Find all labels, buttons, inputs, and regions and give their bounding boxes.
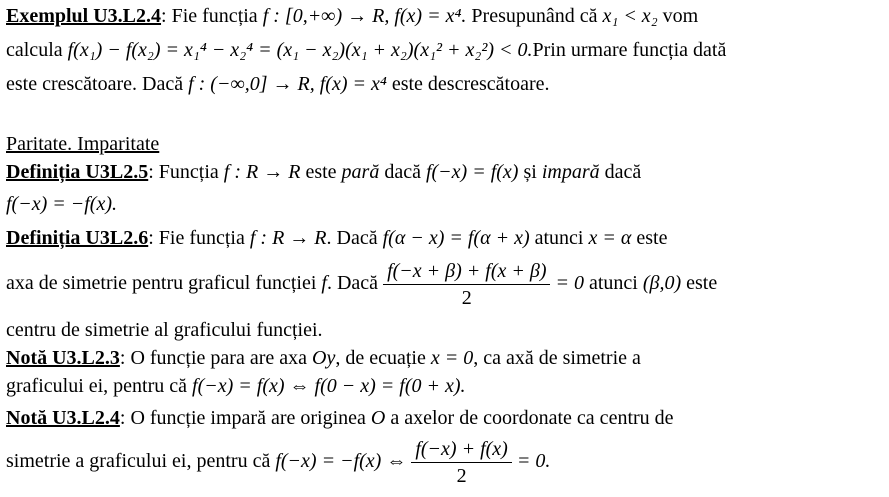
math-expression: (β,0) [642,272,682,294]
term-even: pară [341,161,380,183]
example-label: Exemplul U3.L2.4 [6,5,162,27]
definition-text: dacă [379,161,426,183]
definition-text: atunci [529,227,589,249]
definition-label: Definiția U3L2.5 [6,161,149,183]
fraction-numerator: f(−x) + f(x) [411,436,512,463]
example-line-2 [6,38,726,62]
note-text: simetrie a graficului ei, pentru că [6,450,276,472]
definition-5-line-2 [6,192,117,216]
fraction-numerator: f(−x + β) + f(x + β) [383,258,550,285]
example-line-3 [6,72,550,96]
function-name: f [321,272,327,294]
example-text: Prin urmare funcția dată [532,39,727,61]
note-colon: : [119,407,126,429]
definition-text: și [518,161,542,183]
definition-text: Fie funcția [153,227,250,249]
definition-6-line-1 [6,226,667,250]
definition-text: . Dacă [326,272,384,294]
note-4-line-2 [6,434,550,489]
math-expression: f(−x) = −f(x). [6,193,117,215]
math-expression: = 0 [555,272,584,294]
definition-text: Funcția [153,161,224,183]
note-colon: : [119,347,126,369]
note-label: Notă U3.L2.3 [6,347,120,369]
definition-text: axa de simetrie pentru graficul funcției [6,272,322,294]
math-expression: f(−x) = f(x) ⇔ f(0 − x) = f(0 + x). [192,375,466,397]
math-expression: x = 0 [430,347,474,369]
definition-label: Definiția U3L2.6 [6,227,149,249]
note-text: , ca axă de simetrie a [473,347,641,369]
example-text: este descrescătoare. [386,73,550,95]
symmetry-center-fraction [383,258,550,311]
odd-symmetry-fraction [411,436,512,489]
fraction-denominator: 2 [461,286,472,309]
note-text: O funcție impară are originea [125,407,371,429]
note-3-line-1 [6,346,641,370]
example-text: Presupunând că [466,5,603,27]
definition-colon: : [148,161,154,183]
note-4-line-1 [6,406,674,430]
definition-colon: : [148,227,154,249]
note-text: , de ecuație [335,347,431,369]
fraction-denominator: 2 [456,464,467,487]
example-text: calcula [6,39,68,61]
example-text: vom [657,5,699,27]
definition-text: dacă [599,161,642,183]
definition-6-line-2 [6,256,717,311]
note-text: a axelor de coordonate ca centru de [385,407,674,429]
axis-name: Oy [312,347,336,369]
math-expression: f : R → R [249,227,327,249]
note-text: graficului ei, pentru că [6,375,193,397]
definition-text: . Dacă [326,227,383,249]
section-heading: Paritate. Imparitate [6,133,160,155]
math-expression: f : R → R [223,161,301,183]
note-text: O funcție para are axa [125,347,313,369]
math-expression: x₁ < x₂ [602,5,658,27]
math-expression: f(α − x) = f(α + x) [382,227,530,249]
example-text: Fie funcția [166,5,263,27]
math-expression: f(−x) = −f(x) ⇔ [275,450,407,472]
math-expression: f(−x) = f(x) [425,161,519,183]
definition-text: este [631,227,668,249]
math-expression: f(x₁) − f(x₂) = x₁⁴ − x₂⁴ = (x₁ − x₂)(x₁ + x₂)(x₁² + x₂²) < 0. [67,39,533,61]
math-expression: f : [0,+∞) → R, f(x) = x⁴. [262,5,467,27]
example-line-1 [6,4,698,28]
math-expression: x = α [588,227,632,249]
example-colon: : [161,5,167,27]
math-expression: = 0. [516,450,551,472]
note-label: Notă U3.L2.4 [6,407,120,429]
definition-5-line-1 [6,160,641,184]
definition-text: este [300,161,342,183]
example-text: este crescătoare. Dacă [6,73,189,95]
math-expression: f : (−∞,0] → R, f(x) = x⁴ [188,73,387,95]
definition-6-line-3: centru de simetrie al graficului funcției. [6,319,323,341]
origin-name: O [370,407,386,429]
definition-text: este [681,272,718,294]
note-3-line-2 [6,374,466,398]
term-odd: impară [541,161,600,183]
definition-text: atunci [583,272,643,294]
